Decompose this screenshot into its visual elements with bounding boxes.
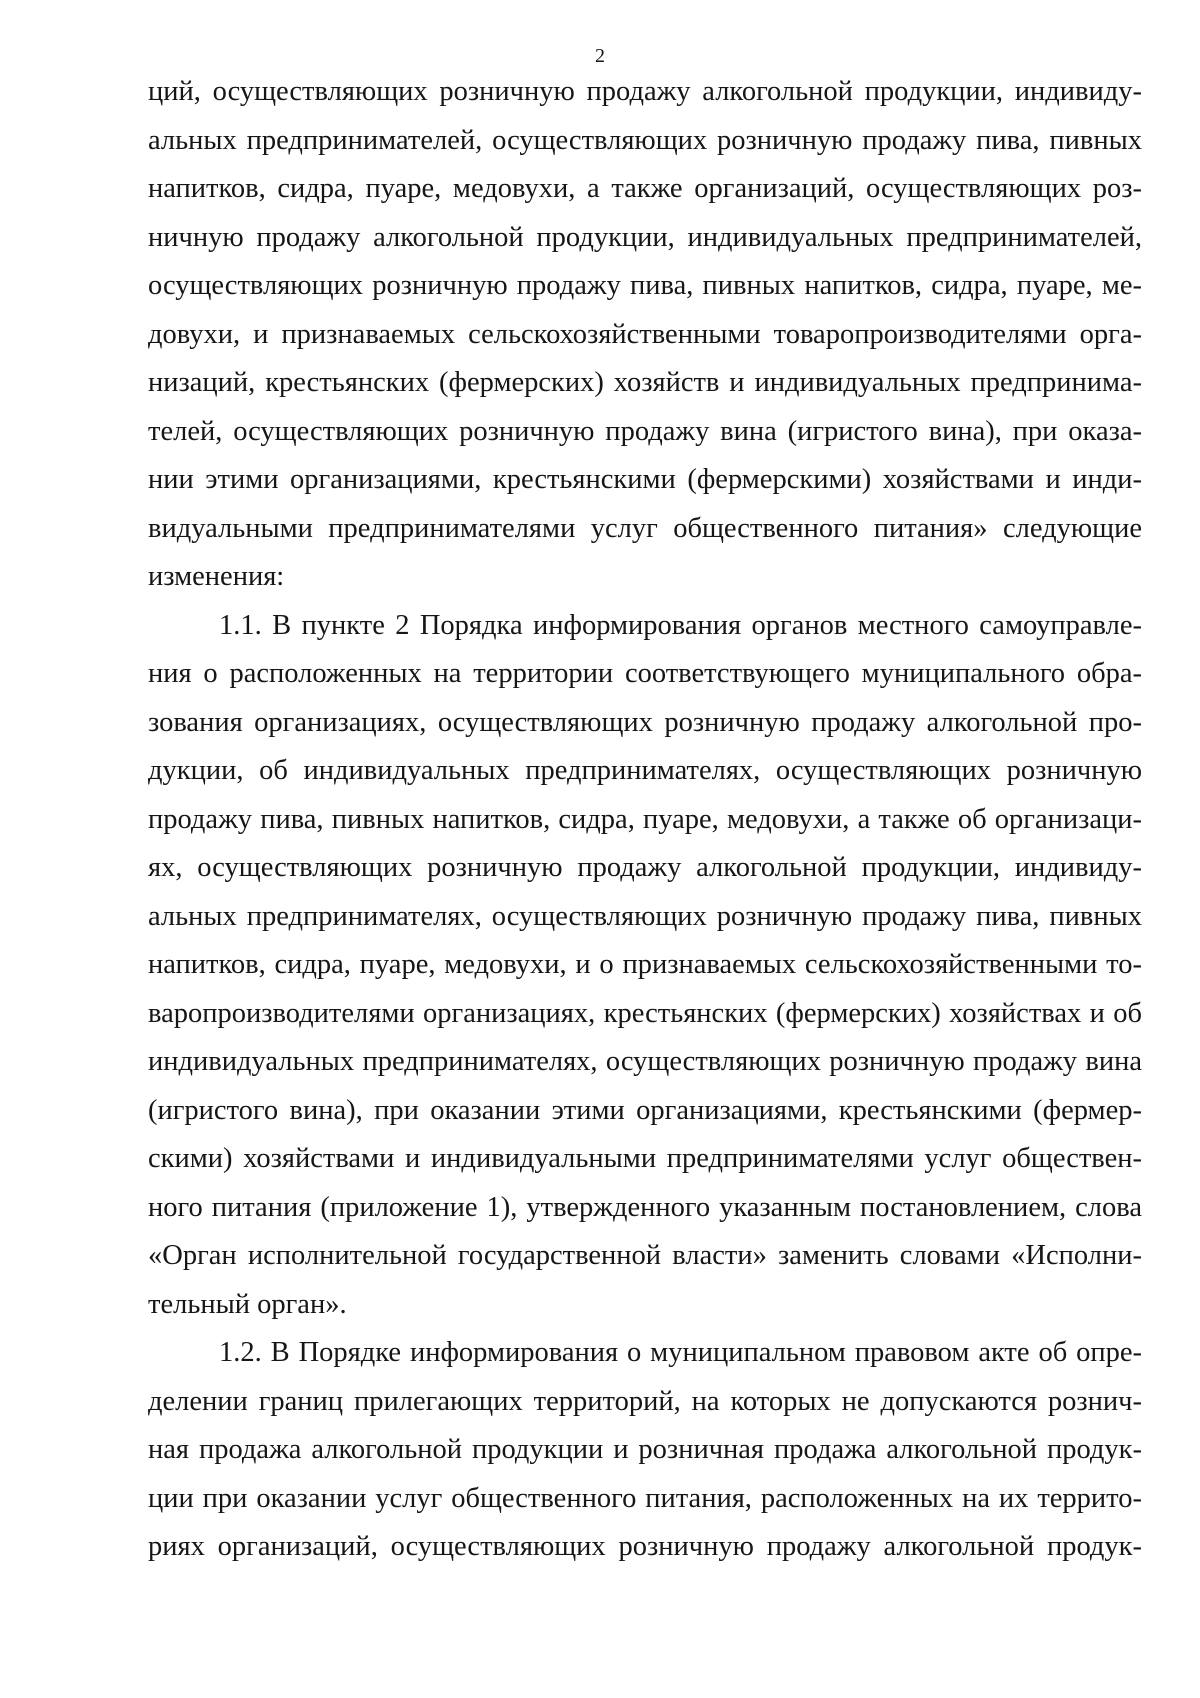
- text-line: изменения:: [148, 561, 285, 592]
- text-line: ного питания (приложение 1), утвержденного указанным постановлением, слова: [148, 1191, 1142, 1223]
- text-line: риях организаций, осуществляющих розничную продажу алкогольной продук-: [148, 1531, 1142, 1562]
- text-line: ции при оказании услуг общественного питания, расположенных на их террито-: [148, 1482, 1142, 1514]
- text-line: ях, осуществляющих розничную продажу алкогольной продукции, индивиду-: [148, 852, 1142, 883]
- text-line: телей, осуществляющих розничную продажу вина (игристого вина), при оказа-: [148, 415, 1142, 447]
- text-line: скими) хозяйствами и индивидуальными предпринимателями услуг обществен-: [148, 1143, 1142, 1174]
- text-line: индивидуальных предпринимателях, осуществляющих розничную продажу вина: [148, 1046, 1142, 1077]
- text-line: варопроизводителями организациях, крестьянских (фермерских) хозяйствах и об: [148, 997, 1142, 1029]
- text-line: альных предпринимателей, осуществляющих розничную продажу пива, пивных: [148, 124, 1142, 156]
- text-line: зования организациях, осуществляющих розничную продажу алкогольной про-: [148, 706, 1142, 738]
- text-line: делении границ прилегающих территорий, на которых не допускаются рознич-: [148, 1385, 1142, 1417]
- text-line: продажу пива, пивных напитков, сидра, пуаре, медовухи, а также об организаци-: [148, 803, 1142, 835]
- text-line: тельный орган».: [148, 1288, 347, 1320]
- text-line: (игристого вина), при оказании этими организациями, крестьянскими (фермер-: [148, 1094, 1142, 1126]
- text-line: 1.1. В пункте 2 Порядка информирования органов местного самоуправле-: [219, 609, 1142, 641]
- text-line: нии этими организациями, крестьянскими (фермерскими) хозяйствами и инди-: [148, 464, 1142, 495]
- text-line: напитков, сидра, пуаре, медовухи, и о признаваемых сельскохозяйственными то-: [148, 949, 1142, 980]
- page-number: 2: [595, 45, 605, 67]
- text-line: низаций, крестьянских (фермерских) хозяйств и индивидуальных предпринима-: [148, 367, 1142, 398]
- text-line: ная продажа алкогольной продукции и розничная продажа алкогольной продук-: [148, 1434, 1142, 1465]
- text-line: осуществляющих розничную продажу пива, пивных напитков, сидра, пуаре, ме-: [148, 270, 1142, 301]
- text-line: 1.2. В Порядке информирования о муниципальном правовом акте об опре-: [219, 1337, 1142, 1368]
- text-line: «Орган исполнительной государственной власти» заменить словами «Исполни-: [148, 1240, 1142, 1271]
- text-line: ния о расположенных на территории соответствующего муниципального обра-: [148, 658, 1142, 689]
- text-line: ничную продажу алкогольной продукции, индивидуальных предпринимателей,: [148, 221, 1142, 253]
- text-line: довухи, и признаваемых сельскохозяйственными товаропроизводителями орга-: [148, 318, 1142, 350]
- text-line: видуальными предпринимателями услуг общественного питания» следующие: [148, 512, 1142, 544]
- document-body: [148, 68, 1142, 1572]
- text-line: напитков, сидра, пуаре, медовухи, а также организаций, осуществляющих роз-: [148, 173, 1142, 204]
- text-line: дукции, об индивидуальных предпринимателях, осуществляющих розничную: [148, 755, 1142, 786]
- paragraph-1-2: [148, 1329, 1142, 1572]
- paragraph-intro: [148, 68, 1142, 602]
- text-line: альных предпринимателях, осуществляющих розничную продажу пива, пивных: [148, 900, 1142, 932]
- paragraph-1-1: [148, 602, 1142, 1330]
- text-line: ций, осуществляющих розничную продажу алкогольной продукции, индивиду-: [148, 76, 1142, 107]
